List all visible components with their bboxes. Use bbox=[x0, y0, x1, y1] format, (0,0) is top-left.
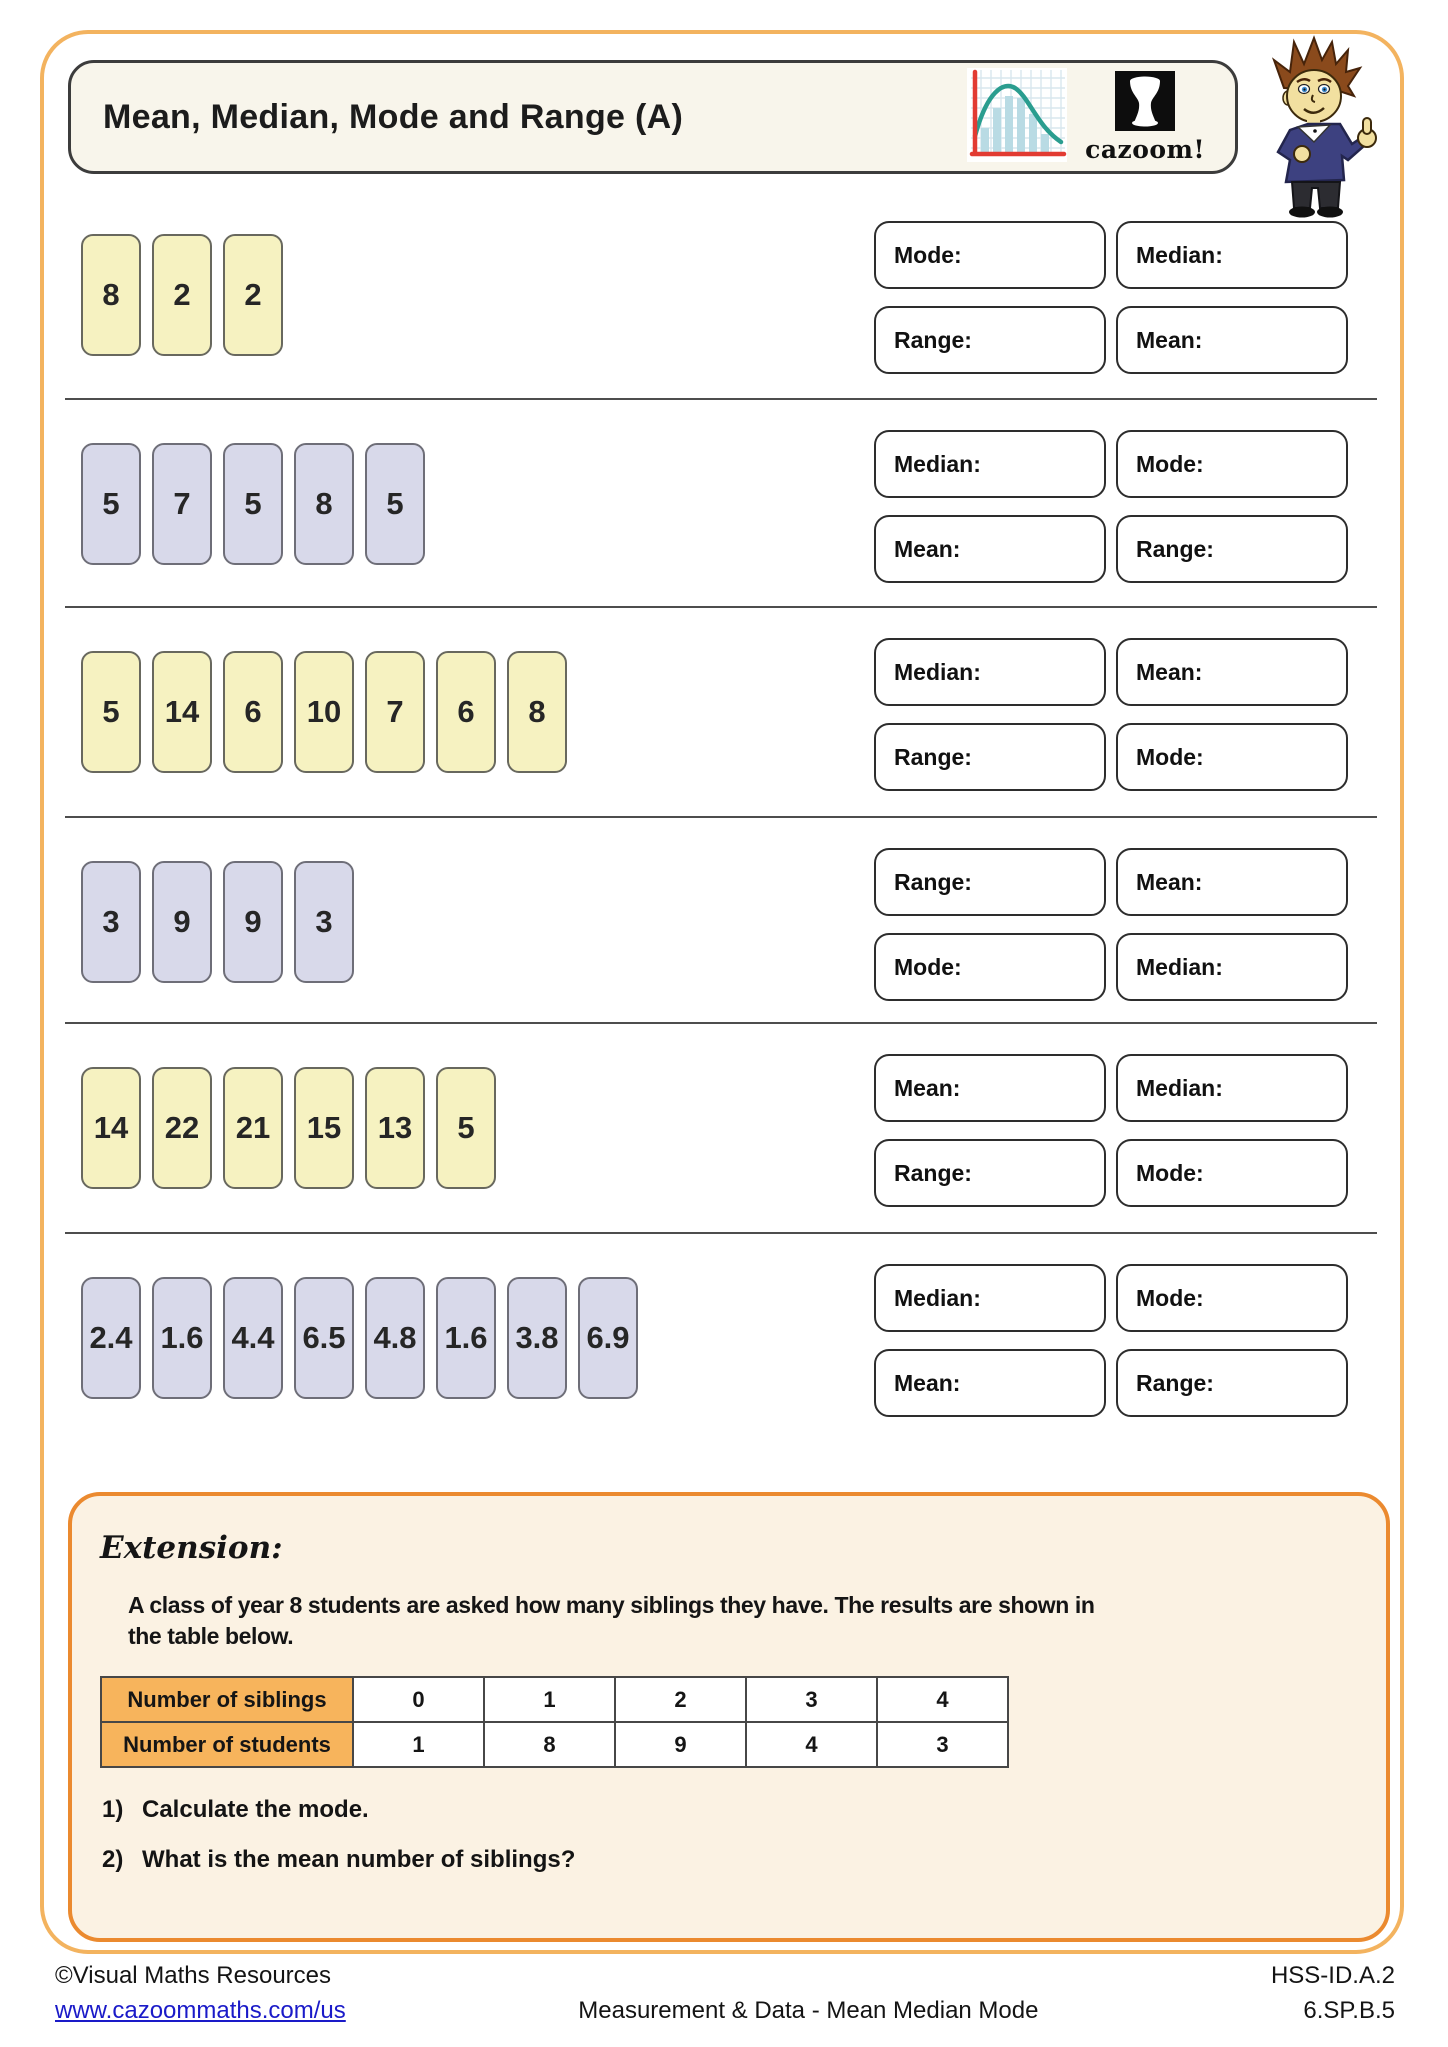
answer-field-mode[interactable] bbox=[874, 933, 1106, 1001]
answer-field-mean[interactable] bbox=[874, 1054, 1106, 1122]
number-card: 9 bbox=[152, 861, 212, 983]
number-card: 5 bbox=[81, 651, 141, 773]
extension-intro bbox=[128, 1590, 1386, 1652]
number-card: 5 bbox=[436, 1067, 496, 1189]
question-row bbox=[65, 400, 1377, 608]
extension-question bbox=[102, 1796, 1386, 1824]
footer-right bbox=[1271, 1962, 1395, 2025]
bell-curve-histogram-icon bbox=[967, 68, 1067, 167]
standard-code-top: HSS-ID.A.2 bbox=[1270, 1962, 1395, 1989]
extension-questions bbox=[102, 1796, 1386, 1874]
table-cell-siblings-3: 3 bbox=[746, 1677, 877, 1722]
question-text: Calculate the mode. bbox=[142, 1796, 369, 1824]
extension-intro-line1: A class of year 8 students are asked how many siblings they have. The results are shown in bbox=[128, 1592, 1095, 1618]
answer-field-median[interactable] bbox=[874, 430, 1106, 498]
number-card: 5 bbox=[223, 443, 283, 565]
question-number: 2) bbox=[102, 1846, 124, 1874]
question-row bbox=[65, 174, 1377, 400]
copyright-text: ©Visual Maths Resources bbox=[55, 1962, 332, 1989]
number-cards bbox=[81, 651, 567, 773]
table-cell-students-2: 9 bbox=[615, 1722, 746, 1767]
answer-field-median[interactable] bbox=[874, 1264, 1106, 1332]
number-card: 22 bbox=[152, 1067, 212, 1189]
extension-intro-line2: the table below. bbox=[128, 1623, 294, 1650]
number-card: 8 bbox=[81, 234, 141, 356]
question-row bbox=[65, 1024, 1377, 1234]
number-card: 9 bbox=[223, 861, 283, 983]
answer-label: Mode: bbox=[1136, 450, 1204, 477]
number-card: 6.5 bbox=[294, 1277, 354, 1399]
answer-label: Range: bbox=[894, 326, 972, 353]
question-text: What is the mean number of siblings? bbox=[142, 1846, 576, 1874]
answer-field-mean[interactable] bbox=[874, 515, 1106, 583]
answer-field-range[interactable] bbox=[874, 723, 1106, 791]
answer-boxes bbox=[874, 848, 1348, 1001]
answer-label: Mean: bbox=[1136, 326, 1203, 353]
extension-box bbox=[68, 1492, 1390, 1942]
table-cell-students-0: 1 bbox=[353, 1722, 484, 1767]
answer-field-mode[interactable] bbox=[1116, 430, 1348, 498]
table-cell-students-1: 8 bbox=[484, 1722, 615, 1767]
answer-label: Mode: bbox=[1136, 743, 1204, 770]
cazoom-goblet-icon bbox=[1113, 71, 1177, 133]
answer-boxes bbox=[874, 221, 1348, 374]
cazoom-logo bbox=[1085, 71, 1205, 164]
answer-label: Mode: bbox=[1136, 1284, 1204, 1311]
answer-field-range[interactable] bbox=[874, 848, 1106, 916]
number-card: 5 bbox=[365, 443, 425, 565]
answer-field-range[interactable] bbox=[874, 1139, 1106, 1207]
number-card: 15 bbox=[294, 1067, 354, 1189]
answer-label: Median: bbox=[1136, 1074, 1223, 1101]
question-number: 1) bbox=[102, 1796, 124, 1824]
siblings-table-body bbox=[101, 1677, 1008, 1767]
number-card: 6 bbox=[223, 651, 283, 773]
question-row bbox=[65, 608, 1377, 818]
table-row-header: Number of students bbox=[101, 1722, 353, 1767]
table-row bbox=[101, 1722, 1008, 1767]
table-cell-students-4: 3 bbox=[877, 1722, 1008, 1767]
answer-field-range[interactable] bbox=[1116, 515, 1348, 583]
answer-label: Range: bbox=[894, 868, 972, 895]
table-cell-siblings-1: 1 bbox=[484, 1677, 615, 1722]
answer-label: Mean: bbox=[894, 1369, 961, 1396]
answer-field-mean[interactable] bbox=[1116, 638, 1348, 706]
question-row bbox=[65, 1234, 1377, 1456]
number-card: 8 bbox=[507, 651, 567, 773]
number-card: 2 bbox=[223, 234, 283, 356]
answer-label: Range: bbox=[894, 743, 972, 770]
page-footer bbox=[55, 1962, 1395, 2025]
number-card: 14 bbox=[81, 1067, 141, 1189]
extension-heading: Extension: bbox=[100, 1530, 283, 1566]
answer-field-mode[interactable] bbox=[1116, 1139, 1348, 1207]
table-cell-students-3: 4 bbox=[746, 1722, 877, 1767]
number-cards bbox=[81, 1067, 496, 1189]
number-cards bbox=[81, 234, 283, 356]
answer-field-median[interactable] bbox=[1116, 1054, 1348, 1122]
number-card: 1.6 bbox=[436, 1277, 496, 1399]
number-card: 3.8 bbox=[507, 1277, 567, 1399]
footer-center bbox=[578, 1997, 1038, 2025]
number-card: 2 bbox=[152, 234, 212, 356]
extension-question bbox=[102, 1846, 1386, 1874]
number-card: 4.8 bbox=[365, 1277, 425, 1399]
number-card: 6 bbox=[436, 651, 496, 773]
answer-field-median[interactable] bbox=[1116, 221, 1348, 289]
answer-label: Mode: bbox=[1136, 1159, 1204, 1186]
number-card: 21 bbox=[223, 1067, 283, 1189]
number-card: 7 bbox=[365, 651, 425, 773]
answer-field-mean[interactable] bbox=[874, 1349, 1106, 1417]
siblings-frequency-table bbox=[100, 1676, 1009, 1768]
answer-label: Mean: bbox=[1136, 868, 1203, 895]
table-row bbox=[101, 1677, 1008, 1722]
answer-label: Median: bbox=[894, 658, 981, 685]
number-card: 7 bbox=[152, 443, 212, 565]
website-link[interactable]: www.cazoommaths.com/us bbox=[55, 1997, 346, 2024]
answer-label: Mean: bbox=[894, 1074, 961, 1101]
number-card: 4.4 bbox=[223, 1277, 283, 1399]
number-cards bbox=[81, 861, 354, 983]
table-row-header: Number of siblings bbox=[101, 1677, 353, 1722]
number-card: 14 bbox=[152, 651, 212, 773]
answer-field-mode[interactable] bbox=[1116, 1264, 1348, 1332]
answer-label: Mean: bbox=[1136, 658, 1203, 685]
number-cards bbox=[81, 1277, 638, 1399]
answer-label: Median: bbox=[894, 450, 981, 477]
number-card: 2.4 bbox=[81, 1277, 141, 1399]
standard-code-bottom: 6.SP.B.5 bbox=[1303, 1997, 1395, 2024]
answer-boxes bbox=[874, 1264, 1348, 1417]
answer-boxes bbox=[874, 638, 1348, 791]
answer-field-mean[interactable] bbox=[1116, 848, 1348, 916]
answer-label: Mean: bbox=[894, 535, 961, 562]
table-cell-siblings-0: 0 bbox=[353, 1677, 484, 1722]
number-card: 3 bbox=[294, 861, 354, 983]
answer-field-mode[interactable] bbox=[874, 221, 1106, 289]
answer-label: Median: bbox=[1136, 953, 1223, 980]
number-card: 8 bbox=[294, 443, 354, 565]
answer-field-median[interactable] bbox=[874, 638, 1106, 706]
table-cell-siblings-2: 2 bbox=[615, 1677, 746, 1722]
answer-field-mean[interactable] bbox=[1116, 306, 1348, 374]
number-card: 1.6 bbox=[152, 1277, 212, 1399]
answer-field-range[interactable] bbox=[1116, 1349, 1348, 1417]
answer-label: Mode: bbox=[894, 241, 962, 268]
answer-field-mode[interactable] bbox=[1116, 723, 1348, 791]
answer-label: Median: bbox=[1136, 241, 1223, 268]
answer-field-range[interactable] bbox=[874, 306, 1106, 374]
answer-field-median[interactable] bbox=[1116, 933, 1348, 1001]
number-card: 5 bbox=[81, 443, 141, 565]
number-card: 3 bbox=[81, 861, 141, 983]
table-cell-siblings-4: 4 bbox=[877, 1677, 1008, 1722]
answer-boxes bbox=[874, 1054, 1348, 1207]
number-card: 6.9 bbox=[578, 1277, 638, 1399]
worksheet-header bbox=[68, 60, 1238, 174]
footer-left bbox=[55, 1962, 346, 2025]
answer-label: Median: bbox=[894, 1284, 981, 1311]
number-card: 13 bbox=[365, 1067, 425, 1189]
cazoom-logo-text: cazoom! bbox=[1085, 134, 1205, 164]
number-cards bbox=[81, 443, 425, 565]
number-card: 10 bbox=[294, 651, 354, 773]
question-rows bbox=[65, 174, 1377, 1456]
question-row bbox=[65, 818, 1377, 1024]
answer-boxes bbox=[874, 430, 1348, 583]
topic-text: Measurement & Data - Mean Median Mode bbox=[578, 1997, 1039, 2024]
answer-label: Range: bbox=[1136, 1369, 1214, 1396]
answer-label: Range: bbox=[894, 1159, 972, 1186]
answer-label: Range: bbox=[1136, 535, 1214, 562]
answer-label: Mode: bbox=[894, 953, 962, 980]
page-title: Mean, Median, Mode and Range (A) bbox=[103, 97, 684, 136]
